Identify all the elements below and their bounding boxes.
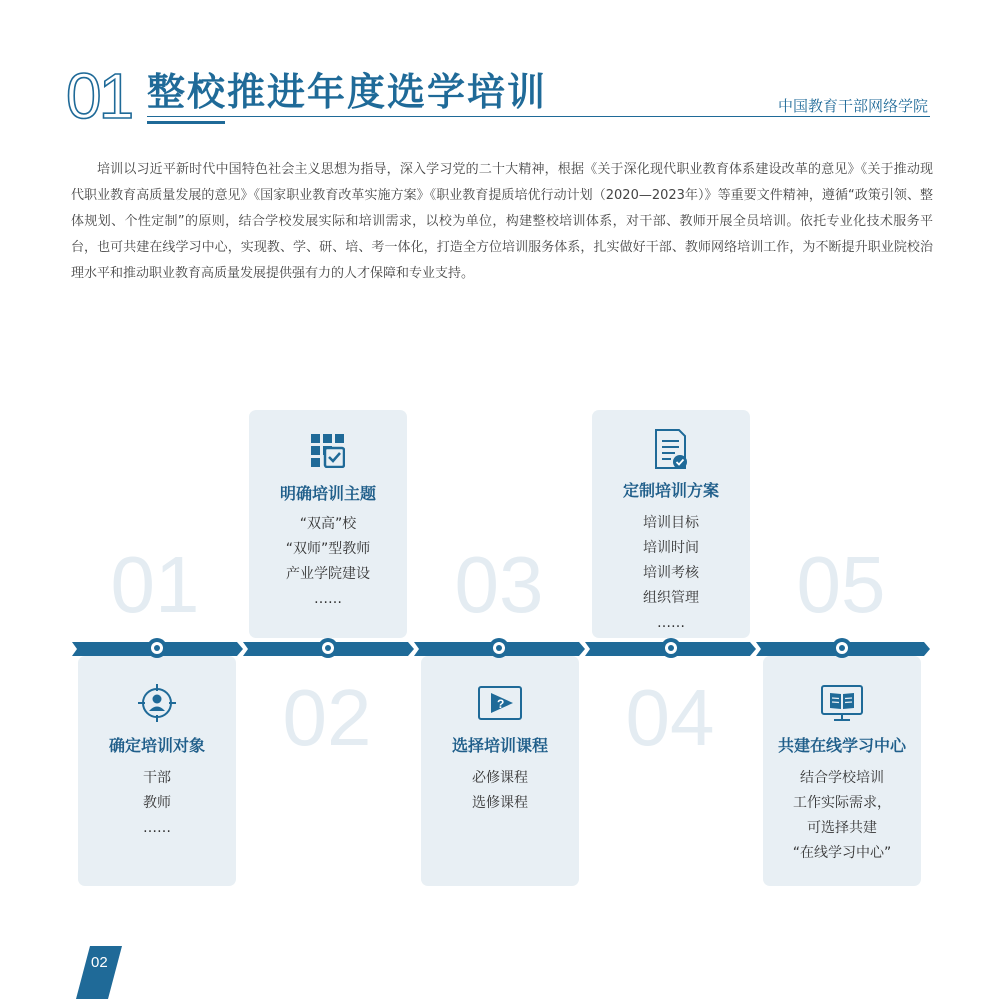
- list-item: ……: [143, 820, 171, 836]
- list-item: 干部: [143, 770, 171, 786]
- timeline-node-2: [318, 638, 338, 658]
- list-item: 必修课程: [472, 770, 528, 786]
- list-item: 教师: [143, 795, 171, 811]
- step-card-3: [421, 656, 579, 886]
- step-1-items: [78, 766, 236, 841]
- timeline-node-3: [489, 638, 509, 658]
- step-1-number: 01: [110, 540, 200, 629]
- step-card-1: [78, 656, 236, 886]
- list-item: 培训考核: [643, 565, 699, 581]
- target-person-icon: [137, 683, 177, 727]
- header-rule: [147, 116, 930, 117]
- step-4-title: 定制培训方案: [622, 481, 719, 500]
- page-number: 02: [91, 954, 108, 971]
- step-2-number: 02: [282, 673, 372, 762]
- list-item: “双师”型教师: [285, 541, 371, 557]
- step-1-title: 确定培训对象: [108, 736, 205, 755]
- intro-paragraph: 培训以习近平新时代中国特色社会主义思想为指导，深入学习党的二十大精神，根据《关于深化现代职业教育体系建设改革的意见》《关于推动现代职业教育高质量发展的意见》《国家职业教育改革实施方案》《职业教育提质培优行动计划（2020—2023年）》等重要文件精神，遵循“政策引领、整体规划、个性定制”的原则，结合学校发展实际和培训需求，以校为单位，构建整校培训体系，对干部、教师开展全员培训。依托专业化技术服务平台，也可共建在线学习中心，实现教、学、研、培、考一体化，打造全方位培训服务体系，扎实做好干部、教师网络培训工作，为不断提升职业院校治理水平和推动职业教育高质量发展提供强有力的人才保障和专业支持。: [71, 162, 933, 281]
- list-item: 组织管理: [643, 590, 699, 606]
- step-5-items: [763, 766, 921, 866]
- step-3-title: 选择培训课程: [451, 736, 548, 755]
- list-item: 工作实际需求，: [793, 795, 891, 811]
- timeline-node-4: [661, 638, 681, 658]
- list-item: 选修课程: [472, 795, 528, 811]
- step-3-number: 03: [454, 540, 544, 629]
- list-item: 可选择共建: [807, 820, 877, 836]
- step-card-2: [249, 410, 407, 638]
- list-item: ……: [314, 591, 342, 607]
- org-name: 中国教育干部网络学院: [777, 97, 928, 115]
- svg-text:?: ?: [497, 697, 505, 711]
- list-item: “双高”校: [299, 516, 357, 532]
- step-3-items: [421, 766, 579, 816]
- list-item: ……: [657, 615, 685, 631]
- step-5-title: 共建在线学习中心: [777, 736, 906, 755]
- step-2-title: 明确培训主题: [279, 484, 376, 503]
- timeline-node-1: [147, 638, 167, 658]
- step-4-items: [592, 511, 750, 636]
- list-item: 产业学院建设: [286, 566, 370, 582]
- step-card-5: [763, 656, 921, 886]
- section-number: 01: [66, 60, 132, 132]
- grid-check-icon: [311, 434, 345, 472]
- step-4-number: 04: [625, 673, 715, 762]
- list-item: 培训时间: [643, 540, 699, 556]
- list-item: “在线学习中心”: [792, 845, 892, 861]
- step-5-number: 05: [796, 540, 886, 629]
- title-underline: [147, 121, 225, 124]
- timeline-node-5: [832, 638, 852, 658]
- step-card-4: [592, 410, 750, 638]
- list-item: 培训目标: [643, 515, 699, 531]
- page-title: 整校推进年度选学培训: [147, 70, 548, 114]
- monitor-book-icon: [820, 684, 864, 726]
- step-2-items: [249, 512, 407, 612]
- document-check-icon: [653, 428, 689, 476]
- video-question-icon: [478, 686, 522, 724]
- list-item: 结合学校培训: [800, 770, 884, 786]
